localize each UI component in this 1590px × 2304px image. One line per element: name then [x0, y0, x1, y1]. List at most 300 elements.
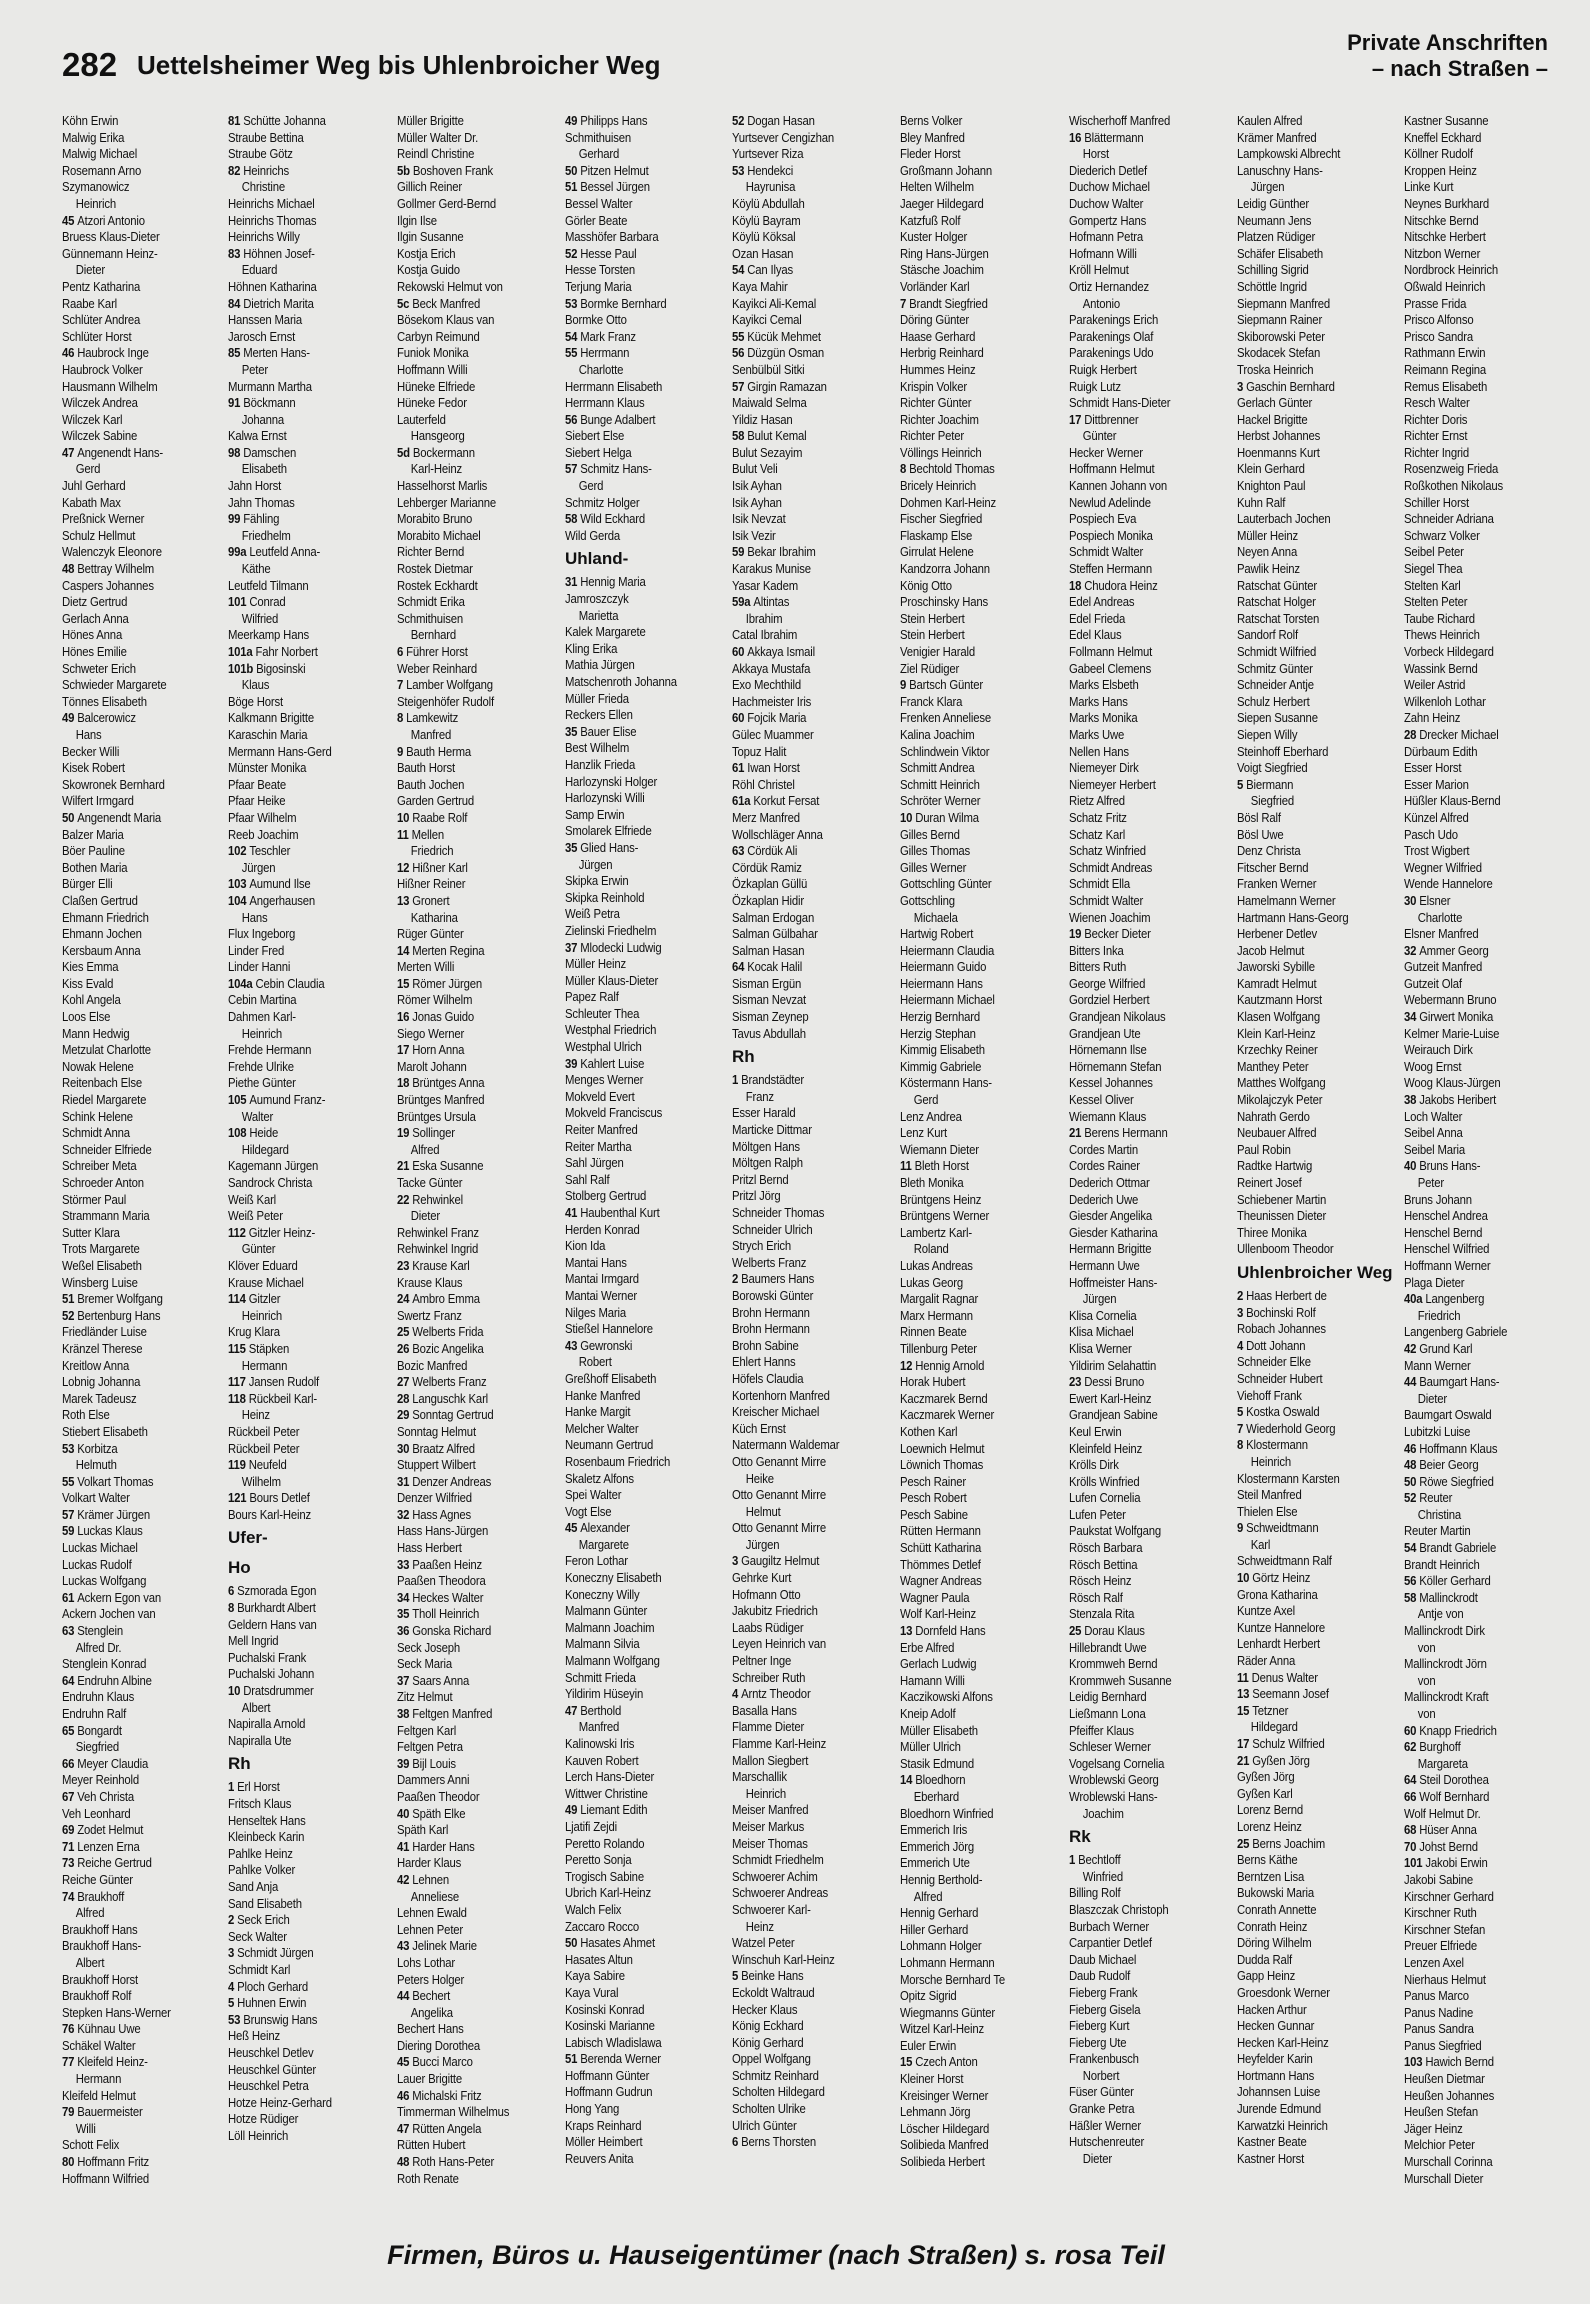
- directory-entry: Elsner Manfred: [1404, 926, 1479, 942]
- directory-entry: Fieberg Gisela: [1069, 2001, 1141, 2017]
- directory-entry: Jakobi Sabine: [1404, 1871, 1474, 1887]
- directory-entry: Braukhoff Rolf: [62, 1988, 132, 2004]
- directory-entry: Grona Katharina: [1237, 1586, 1318, 1602]
- directory-entry: König Gerhard: [732, 2034, 804, 2050]
- directory-entry: Mallinckrodt Jörn: [1404, 1656, 1487, 1672]
- directory-entry: Hans: [75, 726, 102, 742]
- directory-entry: Lehnen Peter: [397, 1921, 464, 1937]
- directory-entry: Labisch Wladislawa: [565, 2034, 662, 2050]
- directory-entry: Jakubitz Friedrich: [732, 1603, 818, 1619]
- directory-entry: Schneider Ulrich: [732, 1221, 813, 1237]
- directory-entry: Reindl Christine: [397, 146, 475, 162]
- section-label-line1: Private Anschriften: [1347, 30, 1548, 55]
- directory-entry: 35 Glied Hans-: [565, 839, 639, 855]
- directory-entry: Resch Walter: [1404, 395, 1470, 411]
- directory-entry: Höfels Claudia: [732, 1370, 804, 1386]
- directory-entry: Webermann Bruno: [1404, 992, 1497, 1008]
- directory-entry: Schmidt Anna: [62, 1125, 130, 1141]
- directory-entry: Mallinckrodt Dirk: [1404, 1623, 1485, 1639]
- directory-entry: Heiermann Claudia: [900, 942, 995, 958]
- directory-entry: Hacken Arthur: [1237, 2001, 1307, 2017]
- directory-entry: 31 Hennig Maria: [565, 574, 646, 590]
- directory-entry: Horak Hubert: [900, 1374, 966, 1390]
- directory-entry: Harlozynski Willi: [565, 790, 645, 806]
- directory-entry: Hönes Emilie: [62, 644, 127, 659]
- directory-entry: Otto Genannt Mirre: [732, 1520, 826, 1536]
- directory-entry: Robach Johannes: [1237, 1321, 1326, 1337]
- directory-entry: 3 Bochinski Rolf: [1237, 1304, 1316, 1320]
- directory-entry: Schreiber Meta: [62, 1158, 137, 1174]
- directory-entry: 10 Raabe Rolf: [397, 809, 468, 825]
- directory-entry: Straube Götz: [228, 146, 293, 162]
- directory-entry: Kreitlow Anna: [62, 1357, 130, 1373]
- directory-entry: 15 Tetzner: [1237, 1702, 1289, 1718]
- directory-entry: Hiller Gerhard: [900, 1921, 969, 1937]
- directory-entry: Juhl Gerhard: [62, 478, 126, 494]
- directory-entry: 17 Horn Anna: [397, 1042, 465, 1058]
- directory-entry: Köylü Köksal: [732, 229, 796, 245]
- directory-entry: Hasselhorst Marlis: [397, 478, 488, 494]
- directory-entry: Hass Herbert: [397, 1540, 462, 1556]
- directory-entry: Cordes Martin: [1069, 1141, 1138, 1157]
- directory-entry: Linke Kurt: [1404, 179, 1454, 195]
- directory-entry: Brohn Hermann: [732, 1321, 810, 1337]
- directory-entry: Gillich Reiner: [397, 179, 463, 195]
- directory-entry: 38 Feltgen Manfred: [397, 1706, 493, 1721]
- directory-entry: Berns Volker: [900, 113, 963, 128]
- directory-entry: 52 Hesse Paul: [565, 245, 637, 261]
- directory-entry: Nitzbon Werner: [1404, 245, 1481, 261]
- directory-entry: Mantai Werner: [565, 1287, 637, 1303]
- directory-entry: von: [1417, 1672, 1436, 1688]
- directory-entry: Yurtsever Riza: [732, 146, 804, 162]
- directory-entry: Solibieda Manfred: [900, 2137, 989, 2153]
- directory-entry: Ehlert Hanns: [732, 1354, 796, 1370]
- directory-entry: 71 Lenzen Erna: [62, 1838, 140, 1854]
- directory-entry: 4 Ploch Gerhard: [228, 1978, 309, 1994]
- directory-entry: Diering Dorothea: [397, 2037, 480, 2053]
- directory-entry: Schäkel Walter: [62, 2037, 136, 2053]
- directory-entry: Weirauch Dirk: [1404, 1042, 1473, 1058]
- directory-entry: Löscher Hildegard: [900, 2120, 990, 2136]
- directory-entry: Giesder Katharina: [1069, 1224, 1158, 1240]
- directory-entry: Heußen Johannes: [1404, 2087, 1495, 2103]
- directory-entry: Pesch Rainer: [900, 1473, 967, 1489]
- directory-entry: Vorbeck Hildegard: [1404, 644, 1494, 659]
- directory-entry: Garden Gertrud: [397, 793, 475, 809]
- directory-entry: 104a Cebin Claudia: [228, 975, 325, 991]
- directory-entry: Höhnen Katharina: [228, 278, 317, 294]
- directory-entry: Bulut Sezayim: [732, 444, 803, 460]
- directory-entry: Schilling Sigrid: [1237, 262, 1309, 278]
- directory-entry: Smolarek Elfriede: [565, 823, 652, 839]
- directory-entry: Sisman Zeynep: [732, 1009, 809, 1025]
- directory-entry: Harlozynski Holger: [565, 773, 658, 789]
- directory-entry: 60 Akkaya Ismail: [732, 644, 815, 659]
- directory-entry: Meiser Manfred: [732, 1802, 809, 1818]
- directory-entry: Yildirim Selahattin: [1069, 1357, 1157, 1373]
- directory-entry: 61 Ackern Egon van: [62, 1589, 162, 1605]
- directory-entry: Hortmann Hans: [1237, 2067, 1315, 2083]
- directory-entry: Löll Heinrich: [228, 2127, 289, 2143]
- directory-entry: Kortenhorn Manfred: [732, 1387, 830, 1403]
- directory-entry: Willi: [75, 2120, 96, 2136]
- directory-entry: 12 Hennig Arnold: [900, 1357, 985, 1373]
- directory-entry: Wiegmanns Günter: [900, 2004, 995, 2020]
- directory-entry: 5 Beinke Hans: [732, 1968, 804, 1984]
- directory-entry: Kalina Joachim: [900, 726, 975, 742]
- directory-entry: Lehnen Ewald: [397, 1905, 467, 1921]
- directory-entry: 58 Mallinckrodt: [1404, 1589, 1478, 1605]
- directory-entry: Thömmes Detlef: [900, 1556, 981, 1572]
- directory-entry: Ortiz Hernandez: [1069, 278, 1149, 294]
- directory-entry: Volkart Walter: [62, 1490, 130, 1506]
- directory-entry: Marks Uwe: [1069, 726, 1125, 742]
- directory-entry: 37 Mlodecki Ludwig: [565, 939, 662, 955]
- directory-entry: Winfried: [1082, 1868, 1123, 1884]
- directory-entry: Venigier Harald: [900, 644, 975, 659]
- directory-entry: Schatz Karl: [1069, 826, 1126, 842]
- directory-entry: Murmann Martha: [228, 378, 312, 394]
- directory-entry: Ozan Hasan: [732, 245, 794, 261]
- directory-entry: Marks Monika: [1069, 710, 1138, 726]
- directory-entry: Füser Günter: [1069, 2084, 1134, 2100]
- directory-entry: 44 Baumgart Hans-: [1404, 1374, 1500, 1390]
- directory-entry: Schmitt Heinrich: [900, 776, 980, 792]
- directory-entry: Schmidt Hans-Dieter: [1069, 395, 1171, 411]
- directory-entry: Schatz Winfried: [1069, 843, 1146, 859]
- directory-entry: Hecken Gunnar: [1237, 2018, 1315, 2034]
- directory-entry: Kimmig Gabriele: [900, 1058, 982, 1074]
- directory-entry: 117 Jansen Rudolf: [228, 1374, 320, 1390]
- directory-entry: 4 Arntz Theodor: [732, 1686, 811, 1702]
- directory-entry: Radtke Hartwig: [1237, 1158, 1313, 1174]
- directory-entry: Stein Herbert: [900, 610, 965, 626]
- directory-entry: Wegner Wilfried: [1404, 859, 1482, 875]
- directory-entry: 45 Bucci Marco: [397, 2054, 473, 2070]
- directory-entry: Ackern Jochen van: [62, 1606, 156, 1622]
- directory-entry: Jahn Thomas: [228, 494, 295, 510]
- directory-entry: 56 Bunge Adalbert: [565, 411, 656, 427]
- directory-entry: Antje von: [1417, 1606, 1464, 1622]
- directory-entry: 14 Merten Regina: [397, 942, 485, 958]
- directory-entry: Kirschner Ruth: [1404, 1905, 1477, 1921]
- directory-entry: Carbyn Reimund: [397, 328, 480, 344]
- directory-entry: Krommweh Bernd: [1069, 1656, 1158, 1672]
- directory-entry: Mermann Hans-Gerd: [228, 743, 332, 759]
- directory-entry: 16 Jonas Guido: [397, 1009, 475, 1025]
- directory-entry: Yildiz Hasan: [732, 411, 793, 427]
- directory-entry: Müller Elisabeth: [900, 1722, 978, 1738]
- column-5: [732, 113, 904, 2173]
- directory-entry: Salman Hasan: [732, 942, 805, 958]
- directory-entry: 81 Schütte Johanna: [228, 113, 326, 128]
- directory-entry: Samp Erwin: [565, 806, 625, 822]
- directory-entry: Wroblewski Hans-: [1069, 1788, 1158, 1804]
- directory-entry: Heike: [745, 1470, 774, 1486]
- directory-entry: Rückbeil Peter: [228, 1423, 300, 1439]
- directory-entry: Müller Frieda: [565, 690, 629, 706]
- directory-entry: Kuntze Hannelore: [1237, 1619, 1326, 1635]
- directory-entry: Paul Robin: [1237, 1141, 1291, 1157]
- directory-entry: Jarosch Ernst: [228, 328, 296, 344]
- directory-entry: Erbe Alfred: [900, 1639, 955, 1655]
- directory-entry: Seibel Anna: [1404, 1125, 1463, 1141]
- directory-entry: Henschel Andrea: [1404, 1208, 1488, 1224]
- directory-entry: Weiß Peter: [228, 1208, 283, 1224]
- directory-entry: Trogisch Sabine: [565, 1868, 644, 1884]
- directory-entry: Lohmann Hermann: [900, 1954, 995, 1970]
- directory-entry: Sisman Nevzat: [732, 992, 807, 1008]
- directory-entry: 32 Hass Agnes: [397, 1506, 472, 1522]
- directory-entry: Ulrich Günter: [732, 2117, 797, 2133]
- directory-entry: Brüntgens Werner: [900, 1208, 990, 1224]
- directory-entry: Otto Genannt Mirre: [732, 1453, 826, 1469]
- directory-entry: Billing Rolf: [1069, 1885, 1121, 1901]
- directory-entry: Dahmen Karl-: [228, 1009, 296, 1025]
- directory-entry: Schlindwein Viktor: [900, 743, 990, 759]
- directory-entry: Friedrich: [1417, 1307, 1461, 1323]
- directory-entry: Kalek Margarete: [565, 624, 646, 640]
- directory-entry: Gyßen Jörg: [1237, 1769, 1295, 1785]
- directory-entry: Neyen Anna: [1237, 544, 1298, 560]
- directory-entry: Paaßen Theodor: [397, 1788, 480, 1804]
- directory-entry: Zielinski Friedhelm: [565, 922, 657, 938]
- directory-entry: 4 Dott Johann: [1237, 1337, 1306, 1353]
- directory-entry: 19 Sollinger: [397, 1125, 455, 1141]
- directory-entry: Veh Leonhard: [62, 1805, 131, 1821]
- directory-entry: 2 Baumers Hans: [732, 1271, 815, 1287]
- directory-entry: 21 Gyßen Jörg: [1237, 1752, 1310, 1768]
- directory-entry: Matschenroth Johanna: [565, 674, 677, 689]
- directory-entry: Isik Nevzat: [732, 511, 786, 527]
- directory-entry: Welberts Franz: [732, 1254, 807, 1270]
- directory-entry: Stenzala Rita: [1069, 1606, 1135, 1622]
- directory-entry: Leyen Heinrich van: [732, 1636, 826, 1652]
- directory-entry: Westphal Ulrich: [565, 1039, 642, 1055]
- directory-entry: Meiser Thomas: [732, 1835, 808, 1851]
- directory-entry: Weßel Elisabeth: [62, 1257, 142, 1273]
- directory-entry: Jaworski Sybille: [1237, 959, 1315, 975]
- directory-entry: Murschall Corinna: [1404, 2154, 1493, 2170]
- directory-entry: Heinrich: [745, 1785, 786, 1801]
- directory-entry: Esser Horst: [1404, 760, 1462, 776]
- directory-entry: 48 Bettray Wilhelm: [62, 561, 155, 577]
- directory-entry: Bleth Monika: [900, 1175, 964, 1190]
- directory-entry: Leidig Günther: [1237, 195, 1309, 211]
- directory-entry: Ratschat Günter: [1237, 577, 1318, 593]
- directory-entry: Franz: [745, 1088, 774, 1104]
- directory-entry: Schatz Fritz: [1069, 809, 1127, 825]
- directory-entry: Zaccaro Rocco: [565, 1918, 640, 1934]
- directory-entry: Schmitz Reinhard: [732, 2067, 819, 2083]
- directory-entry: Nellen Hans: [1069, 743, 1129, 759]
- directory-entry: 22 Rehwinkel: [397, 1191, 464, 1207]
- directory-entry: Henschel Bernd: [1404, 1224, 1483, 1240]
- directory-entry: Ratschat Torsten: [1237, 610, 1320, 626]
- directory-entry: Seibel Maria: [1404, 1141, 1465, 1157]
- directory-entry: 25 Berns Joachim: [1237, 1835, 1326, 1851]
- directory-entry: Hummes Heinz: [900, 361, 976, 377]
- directory-entry: Krommweh Susanne: [1069, 1672, 1172, 1688]
- directory-entry: Bozic Manfred: [397, 1357, 468, 1373]
- directory-entry: Kauven Robert: [565, 1752, 639, 1768]
- directory-entry: Wagner Andreas: [900, 1573, 982, 1589]
- directory-entry: König Otto: [900, 577, 952, 593]
- directory-entry: Vorländer Karl: [900, 278, 970, 294]
- directory-entry: Görler Beate: [565, 212, 628, 228]
- directory-entry: Heinz: [745, 1918, 774, 1934]
- directory-entry: Nordbrock Heinrich: [1404, 262, 1498, 278]
- directory-entry: Wild Gerda: [565, 527, 621, 543]
- directory-entry: Bösl Uwe: [1237, 826, 1284, 842]
- directory-entry: 5d Bockermann: [397, 444, 475, 460]
- directory-entry: Hörnemann Ilse: [1069, 1042, 1147, 1058]
- directory-entry: Jürgen: [241, 859, 276, 875]
- directory-entry: Duchow Michael: [1069, 179, 1150, 195]
- directory-entry: Schlüter Andrea: [62, 312, 141, 328]
- directory-entry: Klasen Wolfgang: [1237, 1009, 1320, 1025]
- directory-entry: 2 Seck Erich: [228, 1912, 290, 1928]
- directory-entry: Löwnich Thomas: [900, 1457, 984, 1473]
- directory-entry: 35 Tholl Heinrich: [397, 1606, 480, 1622]
- directory-entry: Siepen Willy: [1237, 726, 1298, 742]
- directory-entry: Schneider Antje: [1237, 677, 1314, 693]
- directory-entry: Fleder Horst: [900, 146, 961, 162]
- directory-entry: Panus Siegfried: [1404, 2037, 1482, 2053]
- directory-entry: Richter Joachim: [900, 411, 979, 427]
- directory-entry: Panus Nadine: [1404, 2004, 1474, 2020]
- directory-entry: Kandzorra Johann: [900, 561, 990, 577]
- directory-entry: Lehmann Jörg: [900, 2104, 971, 2120]
- directory-entry: Bours Karl-Heinz: [228, 1506, 311, 1522]
- directory-entry: Hennig Berthold-: [900, 1871, 983, 1887]
- directory-entry: Albert: [75, 1954, 105, 1970]
- directory-entry: Margarete: [578, 1536, 629, 1552]
- directory-entry: Rietz Alfred: [1069, 793, 1125, 809]
- directory-entry: Mann Hedwig: [62, 1025, 130, 1041]
- directory-entry: Henseltek Hans: [228, 1812, 306, 1828]
- directory-entry: Pesch Sabine: [900, 1506, 968, 1522]
- directory-entry: Lohs Lothar: [397, 1954, 456, 1970]
- directory-entry: Hillebrandt Uwe: [1069, 1639, 1147, 1655]
- directory-entry: Schiller Horst: [1404, 494, 1470, 510]
- directory-entry: Katharina: [410, 909, 458, 925]
- directory-entry: Kraps Reinhard: [565, 2117, 642, 2133]
- directory-entry: 60 Fojcik Maria: [732, 710, 807, 726]
- directory-entry: Siepmann Rainer: [1237, 312, 1323, 328]
- directory-entry: Reiche Günter: [62, 1871, 133, 1887]
- directory-entry: Gompertz Hans: [1069, 212, 1147, 228]
- directory-entry: Skiborowski Peter: [1237, 328, 1325, 344]
- directory-entry: Reitenbach Else: [62, 1075, 143, 1091]
- directory-entry: 14 Bloedhorn: [900, 1772, 966, 1788]
- directory-entry: Morabito Bruno: [397, 511, 473, 527]
- directory-entry: Schmidt Wilfried: [1237, 644, 1317, 659]
- directory-entry: Lufen Peter: [1069, 1506, 1126, 1522]
- directory-entry: Parakenings Erich: [1069, 312, 1159, 328]
- directory-entry: Norbert: [1082, 2067, 1120, 2083]
- directory-entry: Möller Heimbert: [565, 2134, 643, 2150]
- directory-entry: Antonio: [1082, 295, 1121, 311]
- directory-entry: Möltgen Ralph: [732, 1155, 803, 1171]
- directory-entry: Prasse Frida: [1404, 295, 1467, 311]
- directory-entry: Koneczny Elisabeth: [565, 1570, 662, 1586]
- directory-entry: Bricely Heinrich: [900, 478, 977, 494]
- directory-entry: Hackel Brigitte: [1237, 411, 1308, 427]
- directory-entry: Lauer Brigitte: [397, 2071, 463, 2087]
- directory-entry: Marks Hans: [1069, 693, 1128, 709]
- directory-entry: Dudda Ralf: [1237, 1951, 1293, 1967]
- directory-entry: Flux Ingeborg: [228, 926, 296, 942]
- directory-entry: Becker Willi: [62, 743, 120, 759]
- directory-entry: Joachim: [1082, 1805, 1124, 1821]
- directory-entry: 61 Iwan Horst: [732, 760, 800, 776]
- directory-entry: Woog Ernst: [1404, 1058, 1462, 1074]
- directory-entry: Gottschling: [900, 892, 955, 908]
- directory-entry: Lenz Andrea: [900, 1108, 962, 1124]
- directory-entry: Baumgart Oswald: [1404, 1407, 1492, 1423]
- directory-entry: Klein Karl-Heinz: [1237, 1025, 1316, 1041]
- directory-entry: 47 Rütten Angela: [397, 2120, 482, 2136]
- directory-entry: Weiß Petra: [565, 906, 620, 922]
- directory-entry: Heuschkel Petra: [228, 2078, 309, 2094]
- directory-entry: 18 Brüntges Anna: [397, 1075, 485, 1091]
- directory-entry: Alfred: [410, 1141, 440, 1157]
- directory-entry: Hermann: [241, 1357, 288, 1373]
- directory-entry: Tönnes Elisabeth: [62, 693, 147, 709]
- directory-entry: Hecker Klaus: [732, 2001, 798, 2017]
- directory-entry: Kleifeld Helmut: [62, 2087, 136, 2103]
- directory-entry: Catal Ibrahim: [732, 627, 798, 643]
- directory-entry: Kimmig Elisabeth: [900, 1042, 985, 1058]
- directory-entry: Bösl Ralf: [1237, 809, 1281, 825]
- directory-entry: Hoffmann Helmut: [1069, 461, 1155, 477]
- directory-entry: 108 Heide: [228, 1125, 279, 1141]
- directory-entry: Ratschat Holger: [1237, 594, 1316, 610]
- directory-entry: 8 Bechtold Thomas: [900, 461, 995, 477]
- directory-entry: Schleuter Thea: [565, 1005, 640, 1021]
- directory-entry: Follmann Helmut: [1069, 644, 1153, 659]
- directory-entry: 50 Angenendt Maria: [62, 809, 162, 825]
- directory-entry: Plaga Dieter: [1404, 1274, 1465, 1290]
- directory-entry: Lubitzki Luise: [1404, 1423, 1471, 1439]
- directory-entry: 47 Berthold: [565, 1702, 622, 1718]
- directory-entry: Hotze Heinz-Gerhard: [228, 2094, 332, 2110]
- directory-entry: Luckas Rudolf: [62, 1556, 132, 1572]
- directory-entry: Schott Felix: [62, 2137, 120, 2153]
- directory-entry: Hanzlik Frieda: [565, 756, 636, 772]
- directory-entry: Kostja Erich: [397, 245, 456, 261]
- directory-entry: 29 Sonntag Gertrud: [397, 1407, 494, 1423]
- directory-entry: Schlüter Horst: [62, 328, 132, 344]
- directory-entry: Grandjean Nikolaus: [1069, 1009, 1166, 1025]
- directory-entry: Basalla Hans: [732, 1702, 797, 1718]
- directory-entry: Hecken Karl-Heinz: [1237, 2034, 1329, 2050]
- directory-entry: Bechert Hans: [397, 2021, 464, 2037]
- directory-entry: Wilczek Sabine: [62, 428, 138, 444]
- directory-entry: Gollmer Gerd-Bernd: [397, 195, 497, 211]
- directory-entry: 15 Römer Jürgen: [397, 975, 483, 991]
- directory-entry: Hißner Reiner: [397, 876, 466, 892]
- directory-entry: Rekowski Helmut von: [397, 278, 503, 294]
- directory-entry: Ilgin Susanne: [397, 229, 464, 245]
- directory-entry: Bruns Johann: [1404, 1191, 1472, 1207]
- directory-entry: Isik Ayhan: [732, 494, 782, 510]
- directory-entry: Schiebener Martin: [1237, 1191, 1327, 1207]
- directory-entry: Dammers Anni: [397, 1772, 470, 1788]
- directory-entry: Charlotte: [1417, 909, 1463, 925]
